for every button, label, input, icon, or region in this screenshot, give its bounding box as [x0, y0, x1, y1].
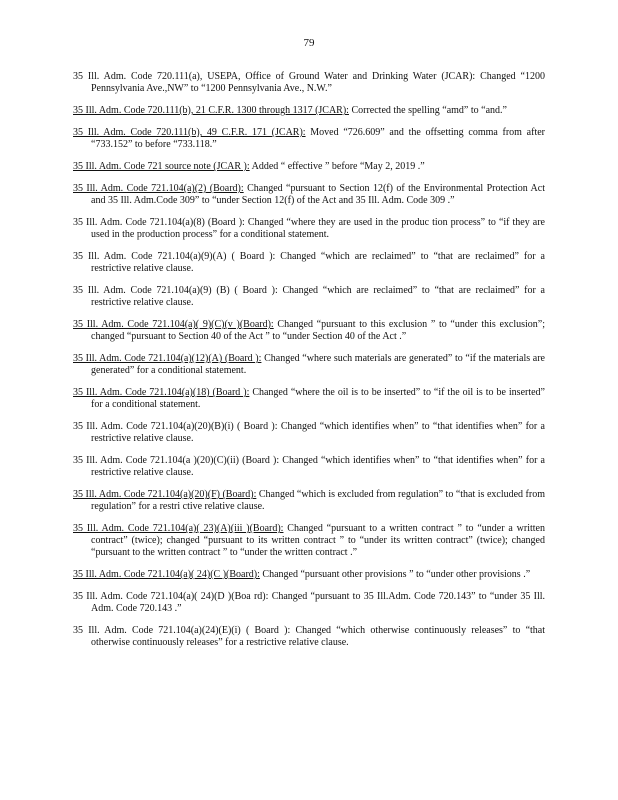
change-description: Changed “which are reclaimed” to “that are reclaimed” for a restrictive relative clause.: [91, 285, 545, 308]
change-entry: [73, 455, 545, 479]
code-citation: 35 Ill. Adm. Code 721.104(a)(9) (B) ( Board ):: [73, 285, 278, 296]
change-description: Changed “which are reclaimed” to “that are reclaimed” for a restrictive relative clause.: [91, 251, 545, 274]
code-citation: 35 Ill. Adm. Code 721 source note (JCAR ):: [73, 161, 250, 172]
code-citation: 35 Ill. Adm. Code 720.111(b), 21 C.F.R. 1300 through 1317 (JCAR):: [73, 105, 349, 116]
change-entry: [73, 183, 545, 207]
change-description: Moved “726.609” and the offsetting comma from after “733.152” to before “733.118.”: [91, 127, 545, 150]
change-description: Changed “where such materials are generated” to “if the materials are generated” for a conditional statement.: [91, 353, 545, 376]
change-description: Changed “which identifies when” to “that identifies when” for a restrictive relative clause.: [91, 455, 545, 478]
change-entry: [73, 251, 545, 275]
change-list: [73, 71, 545, 659]
code-citation: 35 Ill. Adm. Code 721.104(a)(18) (Board ):: [73, 387, 250, 398]
change-entry: [73, 127, 545, 151]
change-description: Changed “where the oil is to be inserted” to “if the oil is to be inserted” for a conditional statement.: [91, 387, 545, 410]
change-entry: [73, 625, 545, 649]
code-citation: 35 Ill. Adm. Code 721.104(a)( 24)(D )(Boa rd):: [73, 591, 269, 602]
code-citation: 35 Ill. Adm. Code 720.111(a), USEPA, Office of Ground Water and Drinking Water (JCAR):: [73, 71, 476, 82]
change-entry: [73, 285, 545, 309]
change-description: Corrected the spelling “amd” to “and.”: [348, 105, 507, 116]
change-description: Changed “pursuant to this exclusion ” to “under this exclusion”; changed “pursuant to Section 40 of the Act ” to “under Section 40 of the Act .”: [91, 319, 546, 342]
code-citation: 35 Ill. Adm. Code 721.104(a)(24)(E)(i) ( Board ):: [73, 625, 291, 636]
change-entry: [73, 489, 545, 513]
change-description: Changed “where they are used in the produc tion process” to “if they are used in the production process” for a conditional statement.: [91, 217, 545, 240]
code-citation: 35 Ill. Adm. Code 721.104(a)(8) (Board ):: [73, 217, 245, 228]
code-citation: 35 Ill. Adm. Code 721.104(a)(9)(A) ( Board ):: [73, 251, 276, 262]
change-description: Changed “pursuant to 35 Ill.Adm. Code 720.143” to “under 35 Ill. Adm. Code 720.143 .”: [91, 591, 545, 614]
code-citation: 35 Ill. Adm. Code 721.104(a)(20)(B)(i) ( Board ):: [73, 421, 278, 432]
change-entry: [73, 71, 545, 95]
code-citation: 35 Ill. Adm. Code 721.104(a)(12)(A) (Board ):: [73, 353, 262, 364]
code-citation: 35 Ill. Adm. Code 721.104(a)( 23)(A)(iii )(Board):: [73, 523, 284, 534]
change-description: Changed “which is excluded from regulation” to “that is excluded from regulation” for a restri ctive relative clause.: [91, 489, 545, 512]
change-entry: [73, 523, 545, 559]
change-description: Changed “1200 Pennsylvania Ave.,NW” to “1200 Pennsylvania Ave., N.W.”: [91, 71, 545, 94]
code-citation: 35 Ill. Adm. Code 721.104(a)( 9)(C)(v )(Board):: [73, 319, 274, 330]
change-entry: [73, 569, 545, 581]
change-description: Changed “which identifies when” to “that identifies when” for a restrictive relative clause.: [91, 421, 545, 444]
change-entry: [73, 319, 545, 343]
code-citation: 35 Ill. Adm. Code 721.104(a)(2) (Board):: [73, 183, 244, 194]
change-entry: [73, 353, 545, 377]
code-citation: 35 Ill. Adm. Code 720.111(b), 49 C.F.R. 171 (JCAR):: [73, 127, 306, 138]
change-description: Added “ effective ” before “May 2, 2019 .”: [249, 161, 425, 172]
code-citation: 35 Ill. Adm. Code 721.104(a)(20)(F) (Board):: [73, 489, 257, 500]
change-entry: [73, 161, 545, 173]
change-description: Changed “pursuant to a written contract ” to “under a written contract” (twice); changed “pursuant to its written contract ” to “under its written contract” (twice); changed “pursuant to the written contract ” to “under the written contract .”: [91, 523, 545, 558]
change-entry: [73, 217, 545, 241]
change-entry: [73, 387, 545, 411]
code-citation: 35 Ill. Adm. Code 721.104(a )(20)(C)(ii) (Board ):: [73, 455, 280, 466]
change-entry: [73, 591, 545, 615]
change-entry: [73, 105, 545, 117]
change-description: Changed “pursuant to Section 12(f) of the Environmental Protection Act and 35 Ill. Adm.Code 309” to “under Section 12(f) of the Act and 35 Ill. Adm. Code 309 .”: [91, 183, 545, 206]
change-description: Changed “pursuant other provisions ” to “under other provisions .”: [259, 569, 531, 580]
code-citation: 35 Ill. Adm. Code 721.104(a)( 24)(C )(Board):: [73, 569, 260, 580]
change-entry: [73, 421, 545, 445]
change-description: Changed “which otherwise continuously releases” to “that otherwise continuously releases” for a restrictive relative clause.: [91, 625, 545, 648]
page-number: 79: [303, 37, 315, 49]
